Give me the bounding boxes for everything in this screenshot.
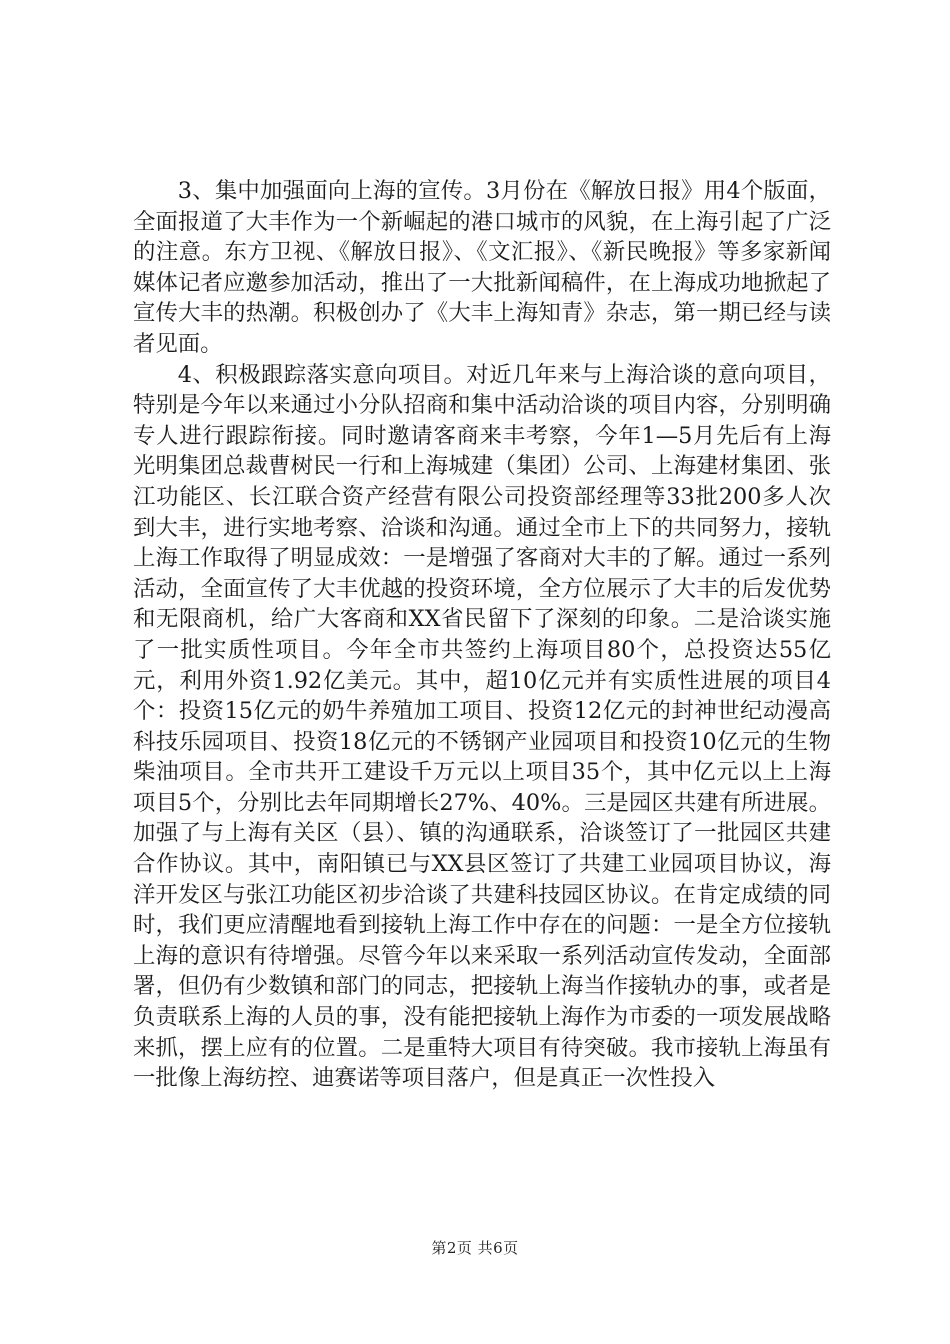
document-body xyxy=(133,176,831,1094)
paragraph-project-tracking: 4、积极跟踪落实意向项目。对近几年来与上海洽谈的意向项目，特别是今年以来通过小分队招商和集中活动洽谈的项目内容，分别明确专人进行跟踪衔接。同时邀请客商来丰考察，今年1—5月先后有上海光明集团总裁曹树民一行和上海城建（集团）公司、上海建材集团、张江功能区、长江联合资产经营有限公司投资部经理等33批200多人次到大丰，进行实地考察、洽谈和沟通。通过全市上下的共同努力，接轨上海工作取得了明显成效：一是增强了客商对大丰的了解。通过一系列活动，全面宣传了大丰优越的投资环境，全方位展示了大丰的后发优势和无限商机，给广大客商和XX省民留下了深刻的印象。二是洽谈实施了一批实质性项目。今年全市共签约上海项目80个，总投资达55亿元，利用外资1.92亿美元。其中，超10亿元并有实质性进展的项目4个：投资15亿元的奶牛养殖加工项目、投资12亿元的封神世纪动漫高科技乐园项目、投资18亿元的不锈钢产业园项目和投资10亿元的生物柴油项目。全市共开工建设千万元以上项目35个，其中亿元以上上海项目5个，分别比去年同期增长27%、40%。三是园区共建有所进展。加强了与上海有关区（县）、镇的沟通联系，洽谈签订了一批园区共建合作协议。其中，南阳镇已与XX县区签订了共建工业园项目协议，海洋开发区与张江功能区初步洽谈了共建科技园区协议。在肯定成绩的同时，我们更应清醒地看到接轨上海工作中存在的问题：一是全方位接轨上海的意识有待增强。尽管今年以来采取一系列活动宣传发动，全面部署，但仍有少数镇和部门的同志，把接轨上海当作接轨办的事，或者是负责联系上海的人员的事，没有能把接轨上海作为市委的一项发展战略来抓，摆上应有的位置。二是重特大项目有待突破。我市接轨上海虽有一批像上海纺控、迪赛诺等项目落户，但是真正一次性投入 xyxy=(133,361,831,1092)
page-footer: 第2页 共6页 xyxy=(431,1239,519,1257)
paragraph-publicity: 3、集中加强面向上海的宣传。3月份在《解放日报》用4个版面，全面报道了大丰作为一个新崛起的港口城市的风貌，在上海引起了广泛的注意。东方卫视、《解放日报》、《文汇报》、《新民晚报》等多家新闻媒体记者应邀参加活动，推出了一大批新闻稿件，在上海成功地掀起了宣传大丰的热潮。积极创办了《大丰上海知青》杂志，第一期已经与读者见面。 xyxy=(133,178,831,357)
